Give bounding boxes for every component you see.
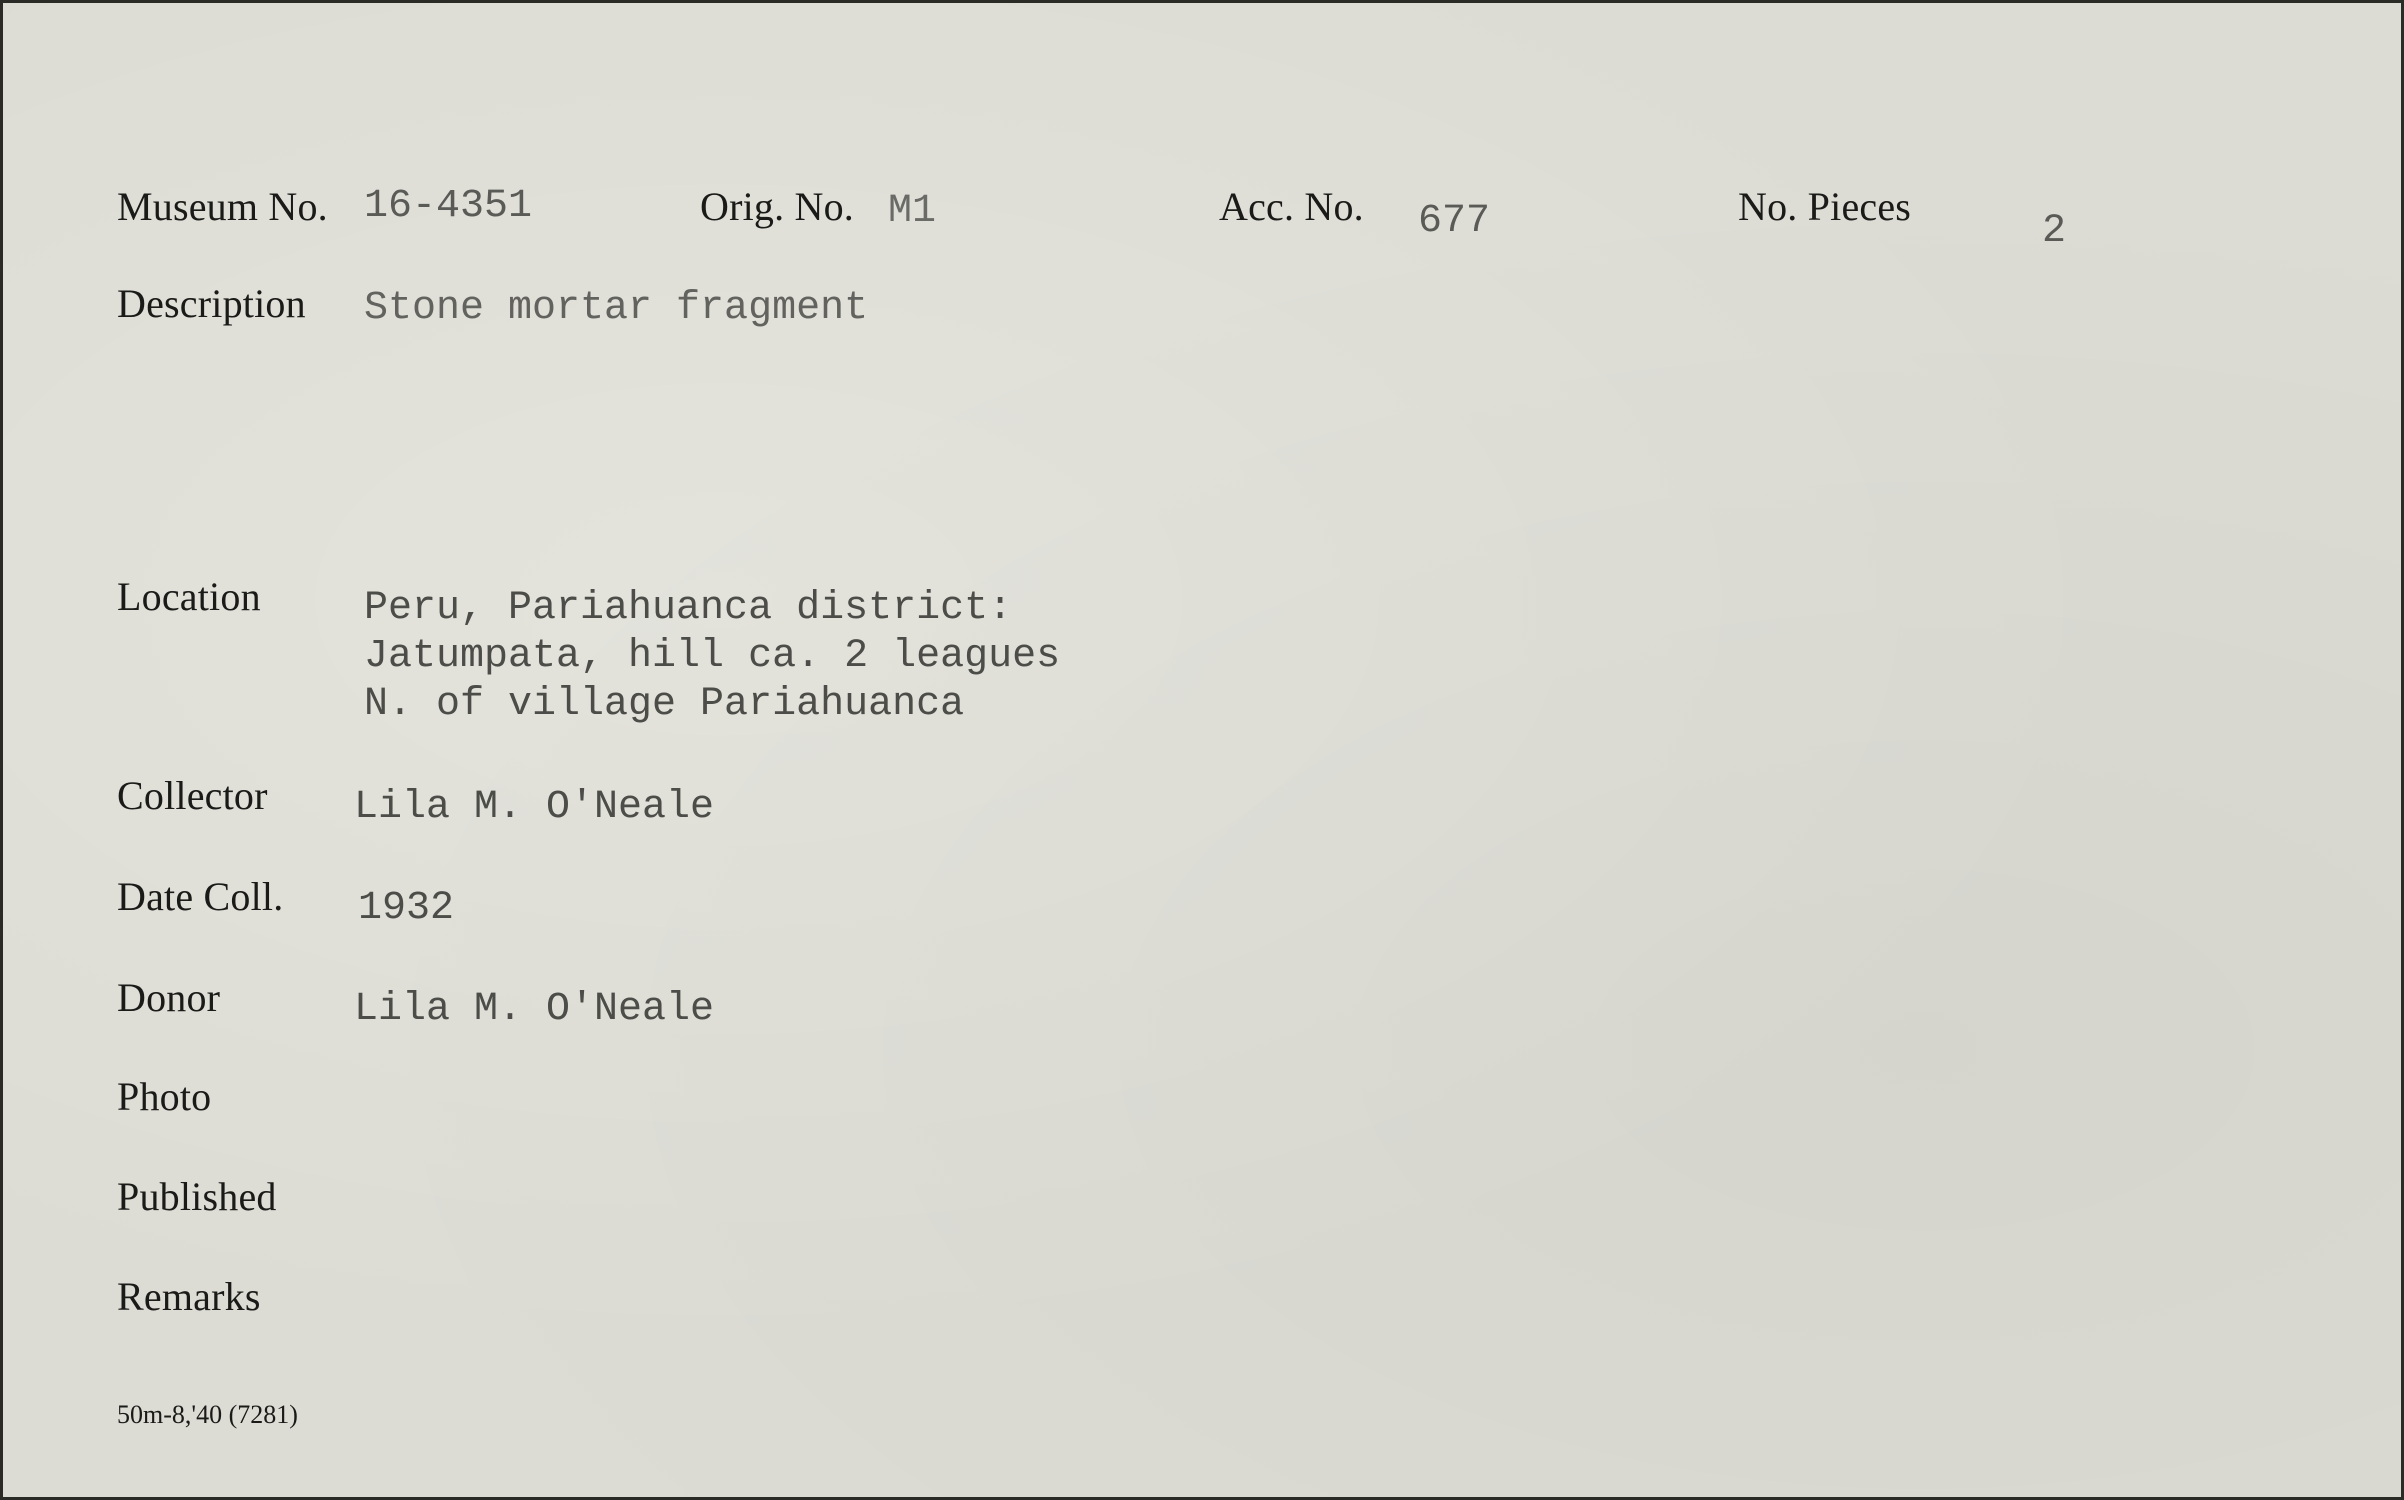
description-label: Description xyxy=(117,281,306,326)
museum-no-label: Museum No. xyxy=(117,184,328,229)
collector-value: Lila M. O'Neale xyxy=(354,785,715,830)
location-label: Location xyxy=(117,574,261,619)
orig-no-value: M1 xyxy=(888,189,937,234)
location-value: Peru, Pariahuanca district: Jatumpata, hill ca. 2 leagues N. of village Pariahuanca xyxy=(364,586,1061,727)
museum-no-value: 16-4351 xyxy=(364,184,533,229)
date-coll-label: Date Coll. xyxy=(117,874,284,919)
acc-no-value: 677 xyxy=(1418,199,1491,244)
no-pieces-value: 2 xyxy=(2042,209,2067,254)
photo-label: Photo xyxy=(117,1074,212,1119)
remarks-label: Remarks xyxy=(117,1274,261,1319)
orig-no-label: Orig. No. xyxy=(700,184,855,229)
no-pieces-label: No. Pieces xyxy=(1738,184,1912,229)
description-value: Stone mortar fragment xyxy=(364,286,869,331)
donor-value: Lila M. O'Neale xyxy=(354,987,715,1032)
acc-no-label: Acc. No. xyxy=(1219,184,1364,229)
donor-label: Donor xyxy=(117,975,221,1020)
date-coll-value: 1932 xyxy=(358,886,455,931)
published-label: Published xyxy=(117,1174,277,1219)
collector-label: Collector xyxy=(117,773,268,818)
print-code: 50m-8,'40 (7281) xyxy=(117,1400,298,1429)
